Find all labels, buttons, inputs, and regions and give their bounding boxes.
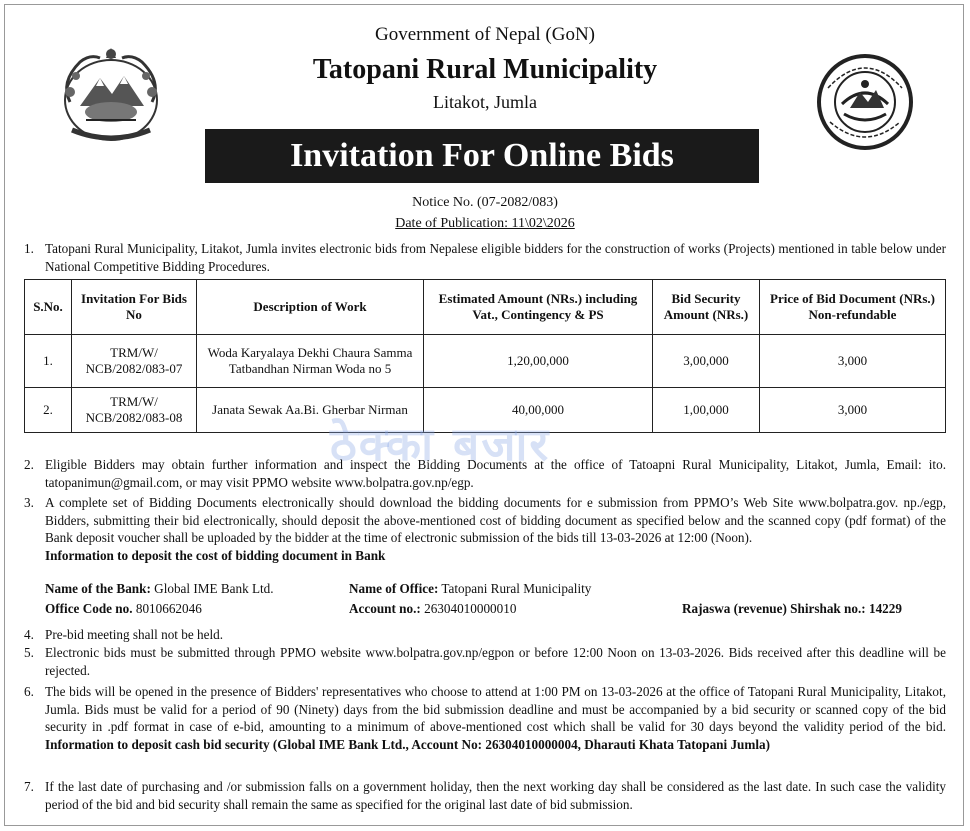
clause-number: 1.: [24, 241, 34, 256]
bank-info-heading: Information to deposit the cost of bidding document in Bank: [45, 547, 386, 563]
clause-1: [24, 240, 946, 275]
cash-security-info: Information to deposit cash bid security (Global IME Bank Ltd., Account No: 26304010000004, Dharauti Khata Tatopani Jumla): [45, 736, 771, 752]
table-row: [25, 335, 946, 388]
cell-security: 1,00,000: [653, 388, 760, 433]
office-name-value: Tatopani Rural Municipality: [441, 581, 592, 596]
cell-sno: 1.: [25, 335, 72, 388]
clause-number: 7.: [24, 779, 34, 794]
col-sno: S.No.: [25, 280, 72, 335]
clause-text: Tatopani Rural Municipality, Litakot, Jumla invites electronic bids from Nepalese eligible bidders for the construction of works (Projects) mentioned in table below under National Competitive Bidding Procedures.: [45, 241, 946, 274]
cell-description: Janata Sewak Aa.Bi. Gherbar Nirman: [197, 388, 424, 433]
clause-7: [24, 778, 946, 813]
bank-name: [45, 581, 274, 597]
rajaswa-number: [682, 601, 902, 617]
clause-4: [24, 626, 946, 644]
clause-6: [24, 683, 946, 753]
cell-estimate: 40,00,000: [424, 388, 653, 433]
notice-number: Notice No. (07-2082/083): [412, 195, 558, 210]
clause-number: 3.: [24, 495, 34, 510]
bids-table: [24, 279, 946, 433]
account-number-value: 26304010000010: [424, 601, 517, 616]
clause-5: [24, 644, 946, 679]
clause-text: Eligible Bidders may obtain further information and inspect the Bidding Documents at the office of Tatoapni Rural Municipality, Litakot, Jumla, Email: ito. tatopanimun@gmail.com, or may visit PPMO website www.bolpatra.gov.np/egp.: [45, 457, 946, 490]
cell-estimate: 1,20,00,000: [424, 335, 653, 388]
clause-2: [24, 456, 946, 491]
cell-description: Woda Karyalaya Dekhi Chaura Samma Tatbandhan Nirman Woda no 5: [197, 335, 424, 388]
clause-number: 6.: [24, 684, 34, 699]
col-invitation: Invitation For Bids No: [72, 280, 197, 335]
clause-number: 2.: [24, 457, 34, 472]
cell-invitation: TRM/W/ NCB/2082/083-08: [72, 388, 197, 433]
table-header-row: [25, 280, 946, 335]
cell-price: 3,000: [760, 388, 946, 433]
clause-text: Electronic bids must be submitted through PPMO website www.bolpatra.gov.np/egpon or before 12:00 Noon on 13-03-2026. Bids received after this deadline will be rejected.: [45, 645, 946, 678]
rajaswa-value: 14229: [868, 601, 902, 616]
office-name: [349, 581, 591, 597]
clause-number: 4.: [24, 627, 34, 642]
cell-sno: 2.: [25, 388, 72, 433]
rajaswa-label: Rajaswa (revenue) Shirshak no.:: [682, 601, 866, 616]
cell-price: 3,000: [760, 335, 946, 388]
account-number: [349, 601, 516, 617]
bank-name-label: Name of the Bank:: [45, 581, 151, 596]
col-estimate: Estimated Amount (NRs.) including Vat., Contingency & PS: [424, 280, 653, 335]
location-title: Litakot, Jumla: [433, 92, 537, 112]
municipality-title: Tatopani Rural Municipality: [312, 54, 658, 85]
account-number-label: Account no.:: [349, 601, 421, 616]
clause-text: Pre-bid meeting shall not be held.: [45, 627, 223, 642]
cell-security: 3,00,000: [653, 335, 760, 388]
invitation-banner: Invitation For Online Bids: [205, 129, 759, 183]
watermark: ठेक्का बजार: [330, 417, 551, 471]
clause-3: [24, 494, 946, 564]
clause-text: A complete set of Bidding Documents electronically should download the bidding documents for e submission from PPMO’s Web Site www.bolpatra.gov. np./egp, Bidders, submitting their bid electronically, should deposit the above-mentioned cost of bidding document as specified below and the scanned copy (pdf format) of the Bank deposit voucher shall be uploaded by the bidder at the time of electronic submission of the bids till 13-03-2026 at 12:00 (Noon).: [45, 495, 946, 545]
col-description: Description of Work: [197, 280, 424, 335]
office-name-label: Name of Office:: [349, 581, 439, 596]
office-code-label: Office Code no.: [45, 601, 133, 616]
clause-text: If the last date of purchasing and /or submission falls on a government holiday, then the next working day shall be considered as the last date. In such case the validity period of the bid and bid security shall remain the same as specified for the original last date of bid submission.: [45, 779, 946, 812]
bank-name-value: Global IME Bank Ltd.: [154, 581, 274, 596]
col-security: Bid Security Amount (NRs.): [653, 280, 760, 335]
office-code: [45, 601, 202, 617]
office-code-value: 8010662046: [135, 601, 202, 616]
clause-number: 5.: [24, 645, 34, 660]
government-title: Government of Nepal (GoN): [374, 24, 595, 45]
col-price: Price of Bid Document (NRs.) Non-refundable: [760, 280, 946, 335]
publication-date: Date of Publication: 11\02\2026: [395, 216, 575, 231]
cell-invitation: TRM/W/ NCB/2082/083-07: [72, 335, 197, 388]
clause-text: The bids will be opened in the presence of Bidders' representatives who choose to attend at 1:00 PM on 13-03-2026 at the office of Tatopani Rural Municipality, Litakot, Jumla. Bids must be valid for a period of 90 (Ninety) days from the bid submission deadline and must be accompanied by a bid security or scanned copy of the bid security in .pdf format in case of e-bid, amounting to a minimum of above-mentioned cost which shall be valid for 30 days beyond the validity period of the bid.: [45, 684, 946, 734]
